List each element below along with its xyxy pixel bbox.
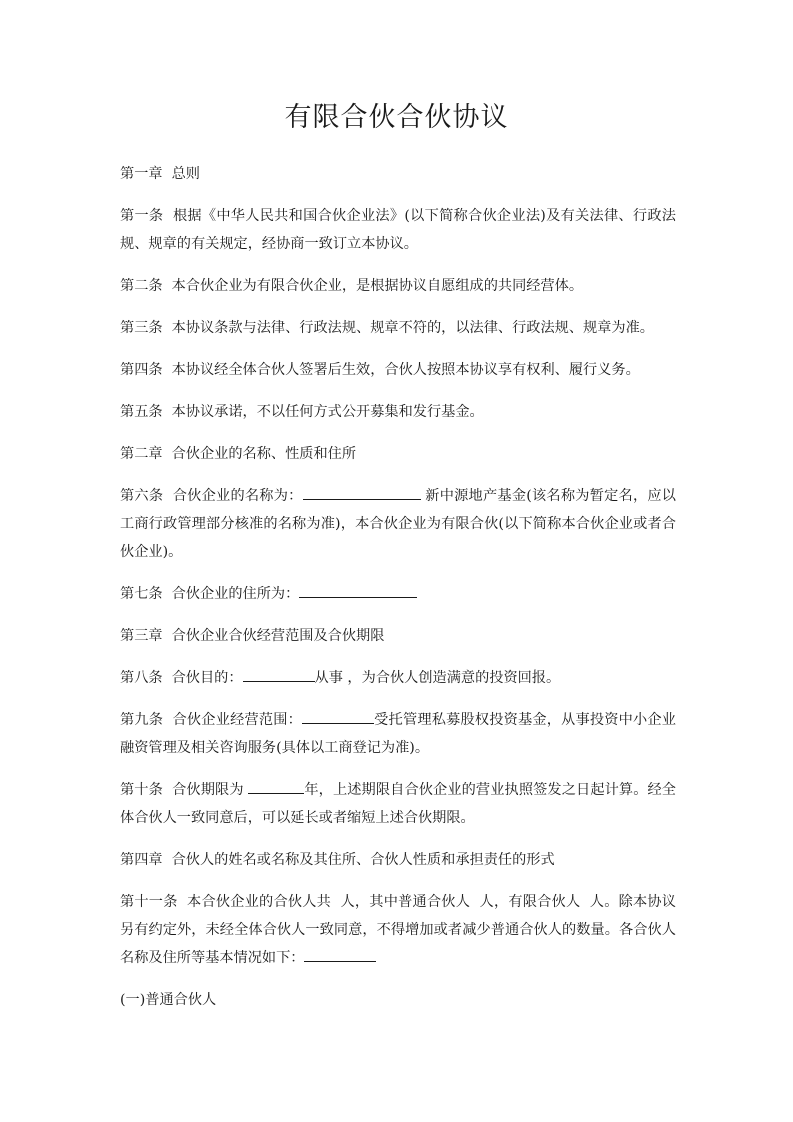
article-10-prefix: 第十条 合伙期限为 <box>120 782 249 798</box>
chapter-3-heading: 第三章 合伙企业合伙经营范围及合伙期限 <box>120 628 385 644</box>
article-6-prefix: 第六条 合伙企业的名称为： <box>120 488 303 504</box>
document-title: 有限合伙合伙协议 <box>284 102 509 133</box>
chapter-1-heading: 第一章 总则 <box>120 166 200 182</box>
address-blank <box>299 581 417 598</box>
general-partner-subheading: (一)普通合伙人 <box>120 992 217 1008</box>
article-4: 第四条 本协议经全体合伙人签署后生效，合伙人按照本协议享有权利、履行义务。 <box>120 362 640 378</box>
article-3: 第三条 本协议条款与法律、行政法规、规章不符的，以法律、行政法规、规章为准。 <box>120 320 654 336</box>
article-9 <box>120 706 676 762</box>
document-body <box>120 160 676 1028</box>
article-10-suffix: 年，上述期限自合伙企业的营业执照签发之日起计算。经全体合伙人一致同意后，可以延长或者缩短上述合伙期限。 <box>120 782 676 826</box>
article-6-suffix: 新中源地产基金(该名称为暂定名，应以工商行政管理部分核准的名称为准)，本合伙企业为有限合伙(以下简称本合伙企业或者合伙企业)。 <box>120 488 676 560</box>
fund-name-blank <box>303 483 421 500</box>
chapter-2-heading: 第二章 合伙企业的名称、性质和住所 <box>120 446 357 462</box>
article-7-prefix: 第七条 合伙企业的住所为： <box>120 586 300 602</box>
article-11 <box>120 888 676 972</box>
article-7 <box>120 580 676 608</box>
partners-info-blank <box>304 945 376 962</box>
article-2: 第二条 本合伙企业为有限合伙企业，是根据协议自愿组成的共同经营体。 <box>120 278 584 294</box>
term-years-blank <box>248 777 304 794</box>
article-9-suffix: 受托管理私募股权投资基金，从事投资中小企业融资管理及相关咨询服务(具体以工商登记为准)。 <box>120 712 676 756</box>
article-8-prefix: 第八条 合伙目的： <box>120 670 243 686</box>
article-9-prefix: 第九条 合伙企业经营范围： <box>120 712 302 728</box>
article-6 <box>120 482 676 566</box>
scope-blank <box>302 707 374 724</box>
article-1: 第一条 根据《中华人民共和国合伙企业法》(以下简称合伙企业法)及有关法律、行政法规、规章的有关规定，经协商一致订立本协议。 <box>120 208 676 252</box>
article-8 <box>120 664 676 692</box>
article-10 <box>120 776 676 832</box>
article-8-suffix: 从事 ，为合伙人创造满意的投资回报。 <box>314 670 561 686</box>
article-11-text: 第十一条 本合伙企业的合伙人共 人，其中普通合伙人 人，有限合伙人 人。除本协议另有约定外，未经全体合伙人一致同意，不得增加或者减少普通合伙人的数量。各合伙人名称及住所等基本情况如下： <box>120 894 676 966</box>
purpose-blank <box>243 665 315 682</box>
article-5: 第五条 本协议承诺，不以任何方式公开募集和发行基金。 <box>120 404 484 420</box>
chapter-4-heading: 第四章 合伙人的姓名或名称及其住所、合伙人性质和承担责任的形式 <box>120 852 555 868</box>
